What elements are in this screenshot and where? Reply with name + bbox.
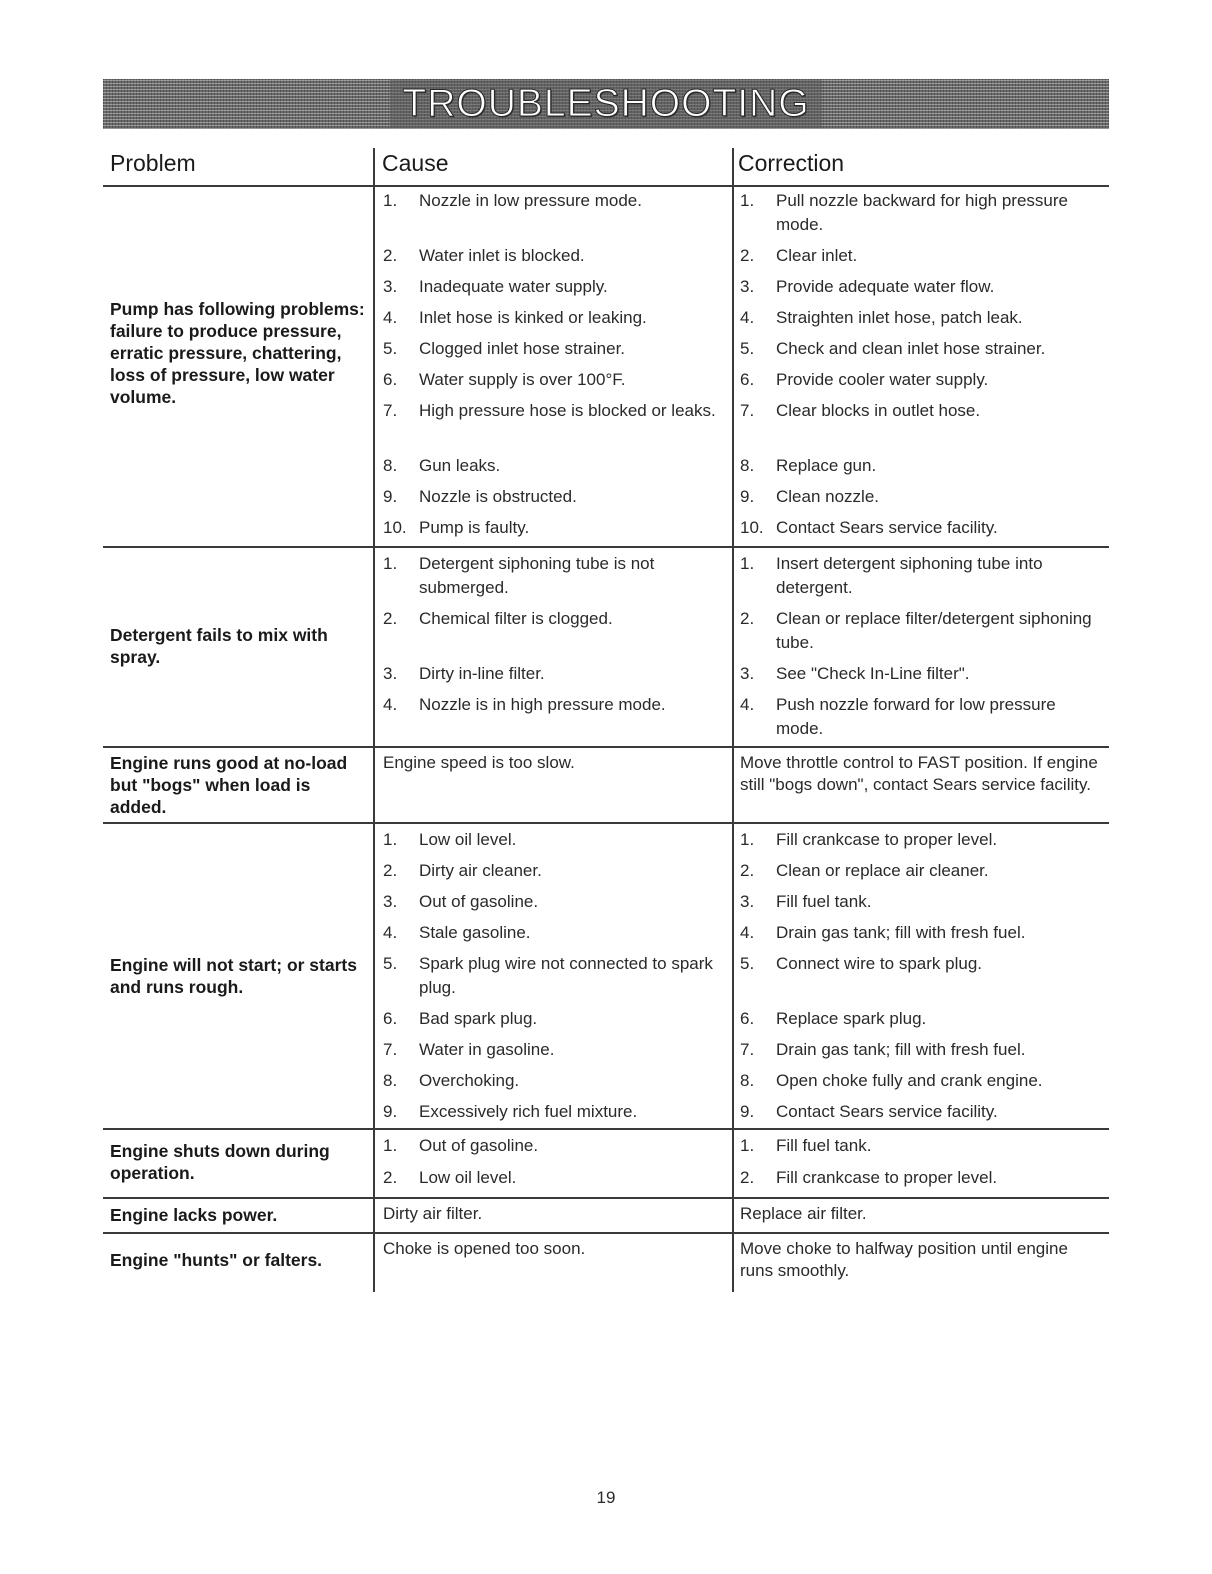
cause-item: 7. High pressure hose is blocked or leaks. bbox=[383, 401, 716, 420]
correction-text: Replace air filter. bbox=[740, 1204, 867, 1223]
problem-detergent: Detergent fails to mix with spray. bbox=[110, 625, 328, 667]
cause-item: 3. Out of gasoline. bbox=[383, 892, 539, 911]
cause-item: 3. Dirty in-line filter. bbox=[383, 664, 545, 683]
cause-item: 4. Nozzle is in high pressure mode. bbox=[383, 695, 666, 714]
correction-item: 6. Provide cooler water supply. bbox=[740, 370, 989, 389]
column-divider bbox=[373, 148, 375, 1292]
problem-pump: Pump has following problems: failure to produce pressure, erratic pressure, chattering, loss of pressure, low water volume. bbox=[110, 299, 365, 407]
title-banner bbox=[103, 79, 1109, 129]
divider bbox=[103, 822, 1109, 824]
cause-text: Dirty air filter. bbox=[383, 1204, 483, 1223]
correction-item: 1. Fill crankcase to proper level. bbox=[740, 830, 998, 849]
cause-item: 4. Stale gasoline. bbox=[383, 923, 531, 942]
cause-item: 7. Water in gasoline. bbox=[383, 1040, 555, 1059]
correction-item: 8. Open choke fully and crank engine. bbox=[740, 1071, 1043, 1090]
correction-item: 8. Replace gun. bbox=[740, 456, 877, 475]
divider bbox=[103, 1128, 1109, 1130]
correction-item: 2. Fill crankcase to proper level. bbox=[740, 1168, 998, 1187]
problem-engine-hunts: Engine "hunts" or falters. bbox=[110, 1250, 323, 1270]
divider bbox=[103, 185, 1109, 187]
divider bbox=[103, 1232, 1109, 1234]
cause-text: Choke is opened too soon. bbox=[383, 1239, 586, 1258]
correction-item: 1. Pull nozzle backward for high pressure mode. bbox=[740, 191, 1068, 234]
cause-item: 10. Pump is faulty. bbox=[383, 518, 530, 537]
correction-item: 6. Replace spark plug. bbox=[740, 1009, 927, 1028]
cause-item: 8. Overchoking. bbox=[383, 1071, 520, 1090]
divider bbox=[103, 1197, 1109, 1199]
cause-item: 2. Low oil level. bbox=[383, 1168, 517, 1187]
cause-item: 6. Bad spark plug. bbox=[383, 1009, 538, 1028]
correction-item: 5. Connect wire to spark plug. bbox=[740, 954, 982, 973]
cause-item: 4. Inlet hose is kinked or leaking. bbox=[383, 308, 647, 327]
cause-item: 9. Nozzle is obstructed. bbox=[383, 487, 577, 506]
correction-item: 3. Provide adequate water flow. bbox=[740, 277, 995, 296]
problem-engine-not-start: Engine will not start; or starts and runs rough. bbox=[110, 955, 357, 997]
problem-engine-bogs: Engine runs good at no-load but "bogs" when load is added. bbox=[110, 753, 348, 817]
divider bbox=[103, 746, 1109, 748]
cause-item: 5. Spark plug wire not connected to spark plug. bbox=[383, 954, 713, 997]
correction-item: 10. Contact Sears service facility. bbox=[740, 518, 998, 537]
correction-item: 4. Straighten inlet hose, patch leak. bbox=[740, 308, 1023, 327]
cause-item: 6. Water supply is over 100°F. bbox=[383, 370, 626, 389]
correction-item: 1. Fill fuel tank. bbox=[740, 1136, 872, 1155]
header-correction: Correction bbox=[738, 150, 845, 176]
cause-item: 1. Low oil level. bbox=[383, 830, 517, 849]
cause-item: 2. Water inlet is blocked. bbox=[383, 246, 585, 265]
cause-item: 8. Gun leaks. bbox=[383, 456, 501, 475]
column-divider bbox=[732, 148, 734, 1292]
divider bbox=[103, 546, 1109, 548]
cause-item: 1. Detergent siphoning tube is not submerged. bbox=[383, 554, 655, 597]
page-number: 19 bbox=[596, 1488, 616, 1507]
correction-item: 2. Clean or replace air cleaner. bbox=[740, 861, 989, 880]
correction-item: 7. Clear blocks in outlet hose. bbox=[740, 401, 981, 420]
correction-item: 9. Contact Sears service facility. bbox=[740, 1102, 998, 1121]
correction-item: 3. Fill fuel tank. bbox=[740, 892, 872, 911]
correction-item: 3. See "Check In-Line filter". bbox=[740, 664, 970, 683]
correction-text: Move throttle control to FAST position. If engine still "bogs down", contact Sears service facility. bbox=[740, 753, 1098, 794]
correction-item: 9. Clean nozzle. bbox=[740, 487, 880, 506]
correction-item: 2. Clean or replace filter/detergent siphoning tube. bbox=[740, 609, 1092, 652]
correction-item: 1. Insert detergent siphoning tube into detergent. bbox=[740, 554, 1043, 597]
correction-item: 4. Push nozzle forward for low pressure mode. bbox=[740, 695, 1056, 738]
cause-text: Engine speed is too slow. bbox=[383, 753, 575, 772]
problem-engine-shuts-down: Engine shuts down during operation. bbox=[110, 1141, 330, 1183]
correction-item: 2. Clear inlet. bbox=[740, 246, 858, 265]
cause-item: 2. Dirty air cleaner. bbox=[383, 861, 542, 880]
cause-item: 1. Nozzle in low pressure mode. bbox=[383, 191, 642, 210]
header-problem: Problem bbox=[110, 150, 196, 176]
cause-item: 5. Clogged inlet hose strainer. bbox=[383, 339, 626, 358]
correction-text: Move choke to halfway position until engine runs smoothly. bbox=[740, 1239, 1068, 1280]
cause-item: 1. Out of gasoline. bbox=[383, 1136, 539, 1155]
cause-item: 2. Chemical filter is clogged. bbox=[383, 609, 613, 628]
problem-engine-lacks-power: Engine lacks power. bbox=[110, 1205, 278, 1225]
cause-item: 3. Inadequate water supply. bbox=[383, 277, 608, 296]
correction-item: 7. Drain gas tank; fill with fresh fuel. bbox=[740, 1040, 1026, 1059]
correction-item: 5. Check and clean inlet hose strainer. bbox=[740, 339, 1046, 358]
cause-item: 9. Excessively rich fuel mixture. bbox=[383, 1102, 638, 1121]
page-title: TROUBLESHOOTING bbox=[390, 80, 821, 128]
correction-item: 4. Drain gas tank; fill with fresh fuel. bbox=[740, 923, 1026, 942]
header-cause: Cause bbox=[382, 150, 449, 176]
